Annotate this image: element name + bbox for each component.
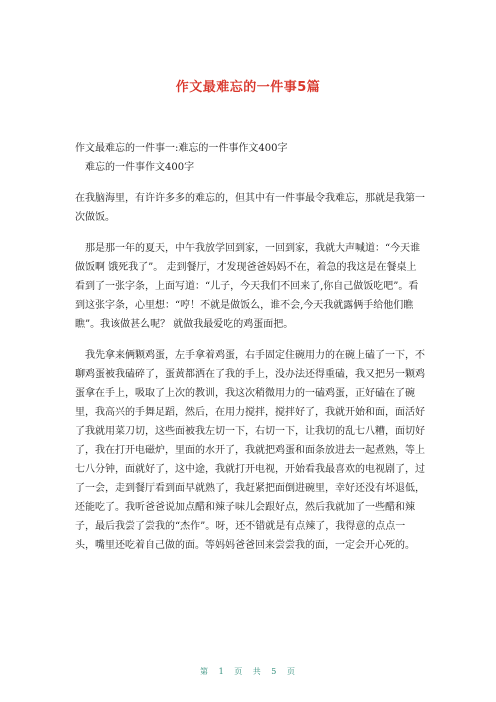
subtitle-line: 作文最难忘的一件事一:难忘的一件事作文400字 [75, 143, 288, 154]
document-body [75, 139, 425, 555]
page-number-footer: 第 1 页 共 5 页 [200, 667, 296, 676]
subtitle-indent: 难忘的一件事作文400字 [85, 162, 195, 173]
document-title: 作文最难忘的一件事5篇 [175, 80, 321, 95]
paragraph-2: 那是那一年的夏天，中午我放学回到家，一回到家，我就大声喊道：“今天谁做饭啊 饿死我了”。 走到餐厅，才发现爸爸妈妈不在，着急的我这是在餐桌上看到了一张字条，上面写道：“儿子，今天我们不回来了,你自己做饭吃吧”。看到这张字条，心里想：“哼！不就是做饭么，谁不会,今天我就露俩手给他们瞧瞧”。我该做甚么呢？ 就做我最爱吃的鸡蛋面把。 [75, 243, 421, 330]
paragraph-3: 我先拿来俩颗鸡蛋，左手拿着鸡蛋，右手固定住碗用力的在碗上磕了一下，不聊鸡蛋被我磕碎了，蛋黄都洒在了我的手上，没办法还得重磕，我又把另一颗鸡蛋拿在手上，吸取了上次的教训，我这次稍微用力的一磕鸡蛋，正好磕在了碗里，我高兴的手舞足蹈，然后，在用力搅拌，搅拌好了，我就开始和面，面活好了我就用菜刀切，这些面被我左切一下，右切一下，让我切的乱七八糟，面切好了，我在打开电磁炉，里面的水开了，我就把鸡蛋和面条放进去一起煮熟，等上七八分钟，面就好了，这中途，我就打开电视，开始看我最喜欢的电视剧了，过了一会，走到餐厅看到面早就熟了，我赶紧把面倒进碗里，幸好还没有坏退低，还能吃了。我听爸爸说加点醋和辣子味儿会跟好点，然后我就加了一些醋和辣子，最后我尝了尝我的“杰作”。呀，还不错就是有点辣了，我得意的点点一头，嘴里还吃着自己做的面。等妈妈爸爸回来尝尝我的面，一定会开心死的。 [75, 350, 425, 551]
paragraph-1: 在我脑海里，有许许多多的难忘的，但其中有一件事最令我难忘，那就是我第一次做饭。 [75, 193, 425, 223]
